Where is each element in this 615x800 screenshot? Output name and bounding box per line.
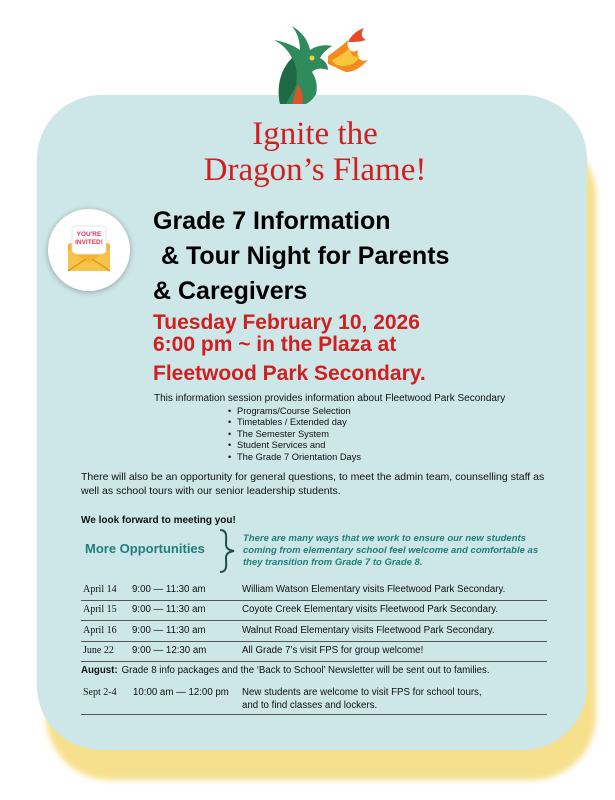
schedule-time: 9:00 — 12:30 am: [132, 645, 207, 656]
table-row: [81, 625, 547, 642]
event-time-place: 6:00 pm ~ in the Plaza at: [153, 333, 397, 356]
heading-line-1: Grade 7 Information: [153, 207, 391, 235]
envelope-icon: [48, 209, 130, 291]
badge-text-1: YOU'RE: [76, 231, 102, 238]
table-row: [81, 604, 547, 621]
divider: [81, 714, 547, 715]
schedule-date: April 15: [83, 604, 117, 615]
invite-badge: [48, 209, 130, 291]
schedule-desc: All Grade 7’s visit FPS for group welcome!: [242, 645, 424, 656]
heading-line-2: & Tour Night for Parents: [161, 242, 450, 270]
table-row: [81, 584, 547, 601]
schedule-desc: Walnut Road Elementary visits Fleetwood Park Secondary.: [242, 625, 495, 636]
september-desc: [242, 687, 482, 712]
schedule-date: April 14: [83, 584, 117, 595]
list-item: • Student Services and: [237, 440, 361, 451]
title-line-2: Dragon’s Flame!: [203, 152, 427, 188]
brace-icon: [216, 528, 238, 574]
schedule-date: April 16: [83, 625, 117, 636]
schedule-desc: Coyote Creek Elementary visits Fleetwood Park Secondary.: [242, 604, 499, 615]
september-desc-line-1: New students are welcome to visit FPS for school tours,: [242, 687, 482, 698]
table-row: [81, 645, 547, 662]
list-item: • Programs/Course Selection: [237, 406, 361, 417]
event-school: Fleetwood Park Secondary.: [153, 362, 426, 385]
list-item: • The Grade 7 Orientation Days: [237, 452, 361, 463]
schedule-time: 9:00 — 11:30 am: [132, 625, 206, 636]
august-text: Grade 8 info packages and the ‘Back to School’ Newsletter will be sent out to families.: [121, 665, 490, 676]
more-opportunities-label: More Opportunities: [85, 541, 205, 556]
list-item: • The Semester System: [237, 429, 361, 440]
schedule-date: June 22: [83, 645, 114, 656]
september-date: Sept 2-4: [83, 687, 117, 698]
schedule-time: 9:00 — 11:30 am: [132, 604, 206, 615]
september-time: 10:00 am — 12:00 pm: [133, 687, 229, 698]
look-forward-text: We look forward to meeting you!: [81, 515, 236, 526]
details-paragraph: There will also be an opportunity for general questions, to meet the admin team, counselling staff as well as school tours with our senior leadership students.: [81, 471, 545, 497]
list-item: • Timetables / Extended day: [237, 417, 361, 428]
august-label: August:: [81, 665, 118, 676]
event-date: Tuesday February 10, 2026: [153, 311, 420, 334]
schedule-time: 9:00 — 11:30 am: [132, 584, 206, 595]
dragon-icon: [262, 20, 372, 104]
august-note: [81, 665, 490, 676]
intro-text: This information session provides information about Fleetwood Park Secondary: [154, 393, 506, 404]
topic-list: [237, 406, 361, 463]
badge-text-2: INVITED!: [75, 239, 103, 246]
more-opportunities-note: There are many ways that we work to ensure our new students coming from elementary school feel welcome and comfortable as they transition from Grade 7 to Grade 8.: [243, 533, 539, 568]
schedule-desc: William Watson Elementary visits Fleetwood Park Secondary.: [242, 584, 506, 595]
title-line-1: Ignite the: [252, 116, 378, 152]
heading-line-3: & Caregivers: [153, 277, 308, 305]
september-desc-line-2: and to find classes and lockers.: [242, 699, 378, 711]
